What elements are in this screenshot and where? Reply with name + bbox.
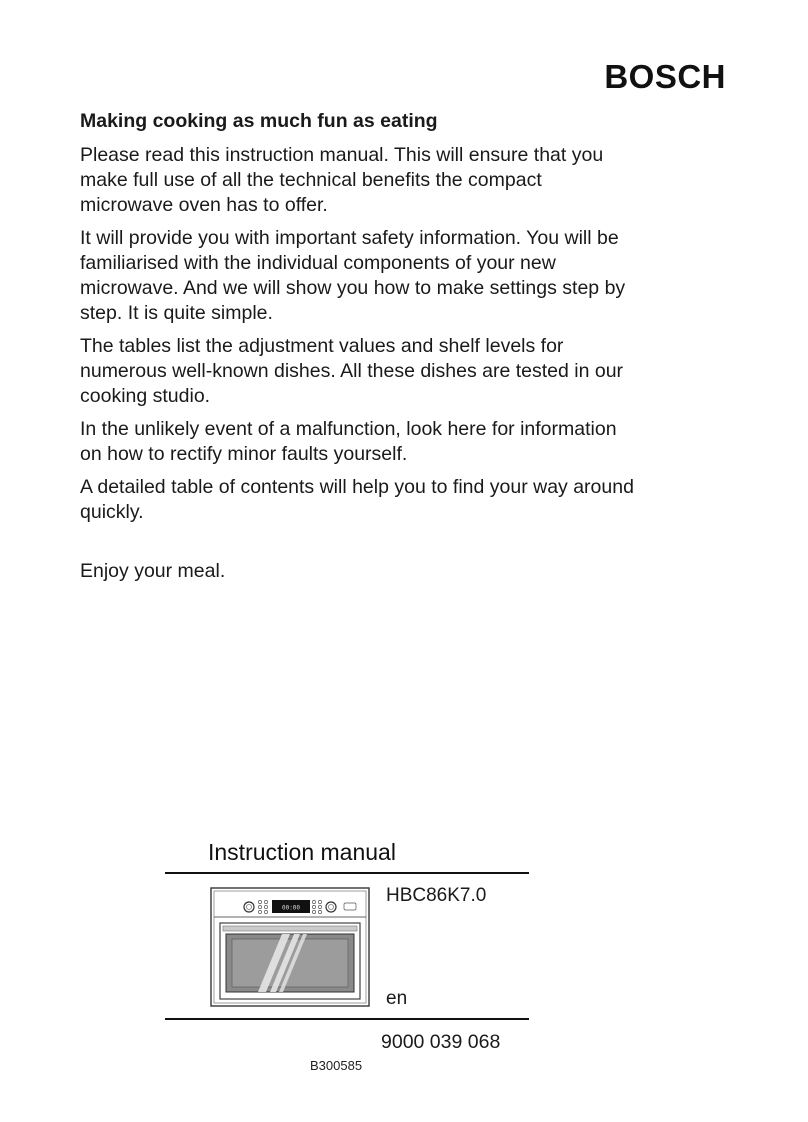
image-code: B300585 [310, 1058, 363, 1073]
intro-paragraph-5: A detailed table of contents will help you to find your way around quickly. [80, 476, 634, 523]
part-number: 9000 039 068 [381, 1031, 501, 1053]
bottom-divider [165, 1018, 529, 1020]
intro-paragraph-2: It will provide you with important safety information. You will be familiarised with the individual components of your new microwave. And we will show you how to make settings step by step. It is quite simple. [80, 227, 626, 324]
intro-section [80, 109, 640, 592]
microwave-oven-icon [210, 887, 370, 1007]
intro-paragraph-4: In the unlikely event of a malfunction, look here for information on how to rectify minor faults yourself. [80, 418, 617, 465]
model-number: HBC86K7.0 [386, 885, 487, 906]
oven-display-readout: 00:00 [281, 904, 301, 912]
intro-heading: Making cooking as much fun as eating [80, 110, 438, 132]
intro-paragraph-1: Please read this instruction manual. This will ensure that you make full use of all the technical benefits the compact microwave oven has to offer. [80, 144, 604, 216]
top-divider [165, 872, 529, 874]
intro-paragraph-3: The tables list the adjustment values and shelf levels for numerous well-known dishes. All these dishes are tested in our cooking studio. [80, 335, 624, 407]
language-code: en [386, 988, 408, 1009]
manual-title: Instruction manual [208, 839, 396, 865]
brand-logo: BOSCH [604, 58, 726, 95]
intro-closing: Enjoy your meal. [80, 560, 226, 582]
